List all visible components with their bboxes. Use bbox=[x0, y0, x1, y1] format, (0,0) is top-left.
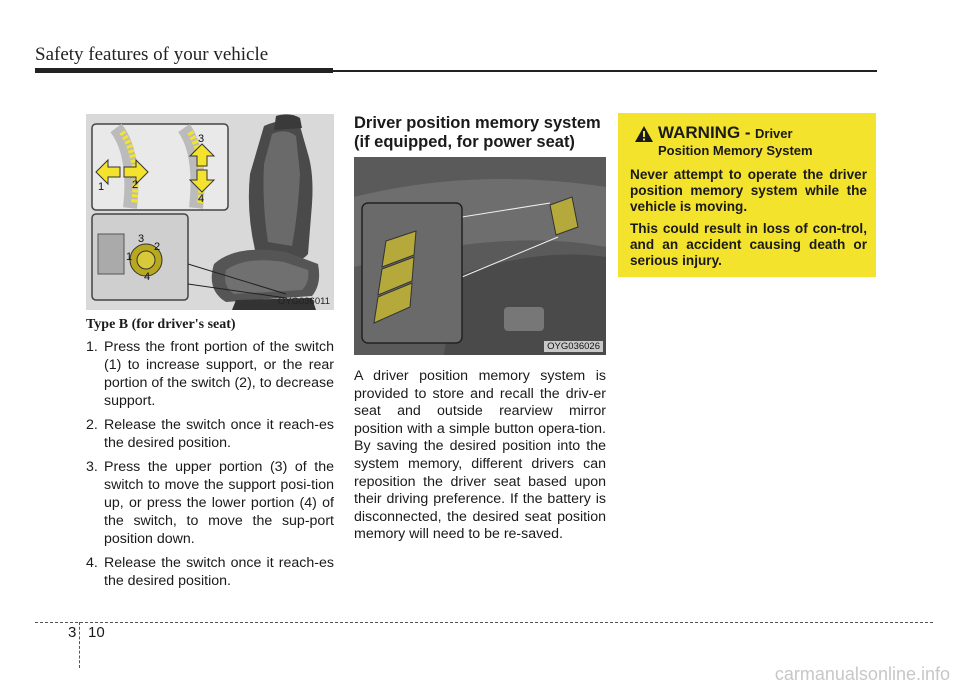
page-header-title: Safety features of your vehicle bbox=[35, 44, 269, 65]
list-item: 3. Press the upper portion (3) of the switch to move the support posi-tion up, or press the lower portion (4) of the switch, to move the sup-port position down. bbox=[86, 459, 334, 547]
footer-divider bbox=[79, 622, 80, 668]
label-1: 1 bbox=[98, 181, 105, 193]
door-panel-illustration bbox=[354, 157, 606, 355]
memory-system-paragraph: A driver position memory system is provided to store and recall the driv-er seat and outside rearview mirror position with a simple button opera-tion. By saving the desired position into the system memory, different drivers can reposition the driver seat based upon their driving preference. If the battery is disconnected, the desired seat position memory will need to be re-saved. bbox=[354, 368, 606, 543]
warning-paragraph-2: This could result in loss of con-trol, and an accident causing death or serious injury. bbox=[630, 221, 867, 268]
memory-system-title: Driver position memory system (if equipped, for power seat) bbox=[354, 114, 601, 151]
seat-support-figure bbox=[86, 114, 334, 310]
figure1-caption: OYG036011 bbox=[277, 296, 330, 307]
door-memory-switch-figure bbox=[354, 157, 606, 355]
warning-box bbox=[618, 113, 876, 277]
svg-text:3: 3 bbox=[138, 233, 145, 245]
seat-illustration bbox=[86, 114, 334, 310]
footer-rule bbox=[35, 622, 933, 623]
list-item: 1. Press the front portion of the switch (1) to increase support, or the rear portion of the switch (2), to decrease support. bbox=[86, 339, 334, 409]
type-b-subheading: Type B (for driver's seat) bbox=[86, 317, 236, 332]
label-3: 3 bbox=[198, 133, 205, 145]
figure2-caption: OYG036026 bbox=[544, 341, 603, 352]
warning-paragraph-1: Never attempt to operate the driver position memory system while the vehicle is moving. bbox=[630, 167, 867, 214]
page-number: 10 bbox=[88, 624, 105, 641]
header-rule-accent bbox=[35, 68, 333, 73]
chapter-number: 3 bbox=[68, 624, 77, 641]
svg-text:1: 1 bbox=[126, 251, 133, 263]
list-item: 2. Release the switch once it reach-es the desired position. bbox=[86, 417, 334, 451]
label-4: 4 bbox=[198, 193, 205, 205]
label-2: 2 bbox=[132, 179, 139, 191]
svg-text:4: 4 bbox=[144, 271, 151, 283]
list-item: 4. Release the switch once it reach-es the desired position. bbox=[86, 555, 334, 589]
svg-text:2: 2 bbox=[154, 241, 161, 253]
watermark: carmanualsonline.info bbox=[774, 664, 950, 684]
warning-heading: WARNING - Driver Position Memory System bbox=[630, 123, 867, 161]
warning-triangle-icon bbox=[634, 125, 654, 148]
steps-list bbox=[86, 338, 334, 590]
